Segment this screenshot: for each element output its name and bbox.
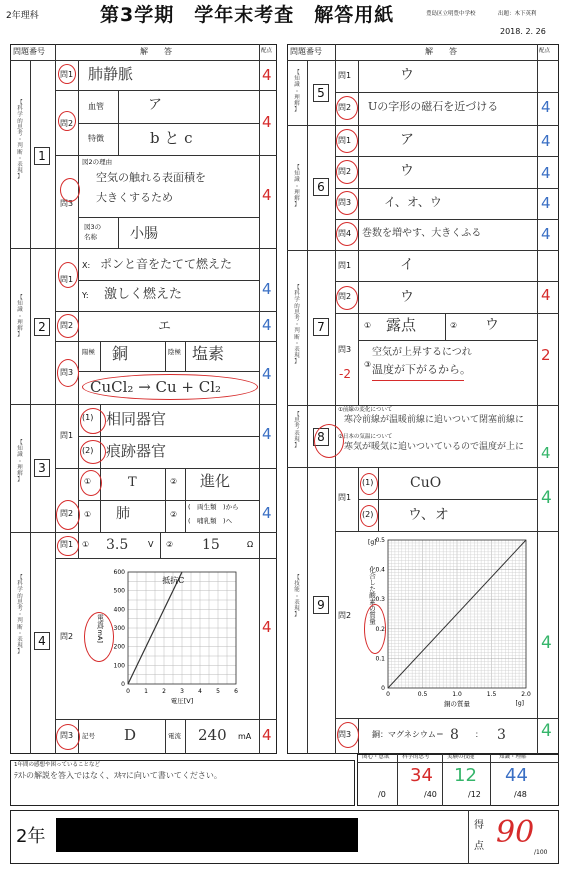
name-grade-prefix: 2年 xyxy=(16,826,46,847)
col-header-points: 配点 xyxy=(261,48,273,54)
category-knowledge-3: 【 知 識 ・ 理 解 】 xyxy=(17,440,23,484)
q3-answer-2-4a[interactable]: ( 両生類 )から xyxy=(188,503,239,511)
q3-m2: (2) xyxy=(82,446,94,455)
q1-label-3b: 図3の 名称 xyxy=(84,223,102,241)
col-header-no-right: 問題番号 xyxy=(290,47,322,56)
q7-c1: ① xyxy=(364,321,372,330)
q2-equation[interactable]: CuCl₂ → Cu + Cl₂ xyxy=(90,378,222,396)
y-tick-label: 0.1 xyxy=(375,655,385,663)
q8-note-2: ②日本の気温について xyxy=(338,434,393,440)
x-tick-label: 0 xyxy=(386,691,390,698)
x-axis-label: 電圧[V] xyxy=(170,697,194,705)
q2-answer-2[interactable]: エ xyxy=(158,319,172,334)
q4-unit-2: Ω xyxy=(247,540,254,549)
q2-cathode-label: 陰極 xyxy=(168,348,181,356)
q4-c1: ① xyxy=(82,540,90,549)
q6-points-1: 4 xyxy=(541,132,551,150)
q1-answer-3a-line2[interactable]: 大きくするため xyxy=(96,191,173,204)
q2-number: 2 xyxy=(34,318,50,336)
score-header-interest: 関心・意欲 xyxy=(362,754,390,760)
q7-answer-3-3a[interactable]: 空気が上昇するにつれ xyxy=(372,347,472,358)
q4-unit-3: mA xyxy=(238,732,252,741)
q2-points-2: 4 xyxy=(262,316,272,334)
q4-label-2: 問2 xyxy=(60,632,74,641)
q8-answer-2[interactable]: 寒気が暖気に追いついているので温度が上に xyxy=(344,442,525,452)
x-axis-unit: [g] xyxy=(515,700,524,707)
q7-points-2: 4 xyxy=(541,286,551,304)
q4-points-2: 4 xyxy=(262,618,272,636)
q3-answer-1-1[interactable]: 相同器官 xyxy=(106,410,167,428)
y-tick-label: 600 xyxy=(113,569,125,576)
q6-label-2: 問2 xyxy=(338,167,352,176)
q7-label-2: 問2 xyxy=(338,292,352,301)
q2-points-3: 4 xyxy=(262,365,272,383)
max-skill: /12 xyxy=(468,790,481,799)
q9-label-3: 問3 xyxy=(338,730,352,739)
q4-label-1: 問1 xyxy=(60,540,74,549)
q9-label-3a: 銅：マグネシウム＝ xyxy=(372,730,444,739)
q1-label-1: 問1 xyxy=(60,70,74,79)
y-tick-label: 400 xyxy=(113,606,125,614)
q3-points-1: 4 xyxy=(262,425,272,443)
page-title: 第3学期 学年末考査 解答用紙 xyxy=(100,4,395,26)
category-thinking-1: 【 科 学 的 思 考 ・ 判 断 ・ 表 現 】 xyxy=(17,100,23,181)
q6-answer-4[interactable]: 巻数を増やす、大きくふる xyxy=(362,228,482,239)
q1-answer-3b[interactable]: 小腸 xyxy=(130,226,158,242)
q1-number: 1 xyxy=(34,147,50,165)
q7-c3: ③ xyxy=(364,360,372,369)
col-header-no: 問題番号 xyxy=(13,47,45,56)
y-tick-label: 200 xyxy=(113,643,125,651)
y-tick-label: 0 xyxy=(381,685,385,692)
q6-label-1: 問1 xyxy=(338,136,352,145)
q3-c3: ① xyxy=(84,510,92,519)
feedback-label-2[interactable]: ﾃｽﾄの解説を答入ではなく、ｽｷﾏに向いて書いてください。 xyxy=(14,771,222,780)
total-score: 90 xyxy=(496,815,535,850)
q7-number: 7 xyxy=(313,318,329,336)
q7-label-1: 問1 xyxy=(338,261,352,270)
q6-label-3: 問3 xyxy=(338,198,352,207)
score-header-knowledge: 知識・理解 xyxy=(499,754,527,760)
q3-answer-2-1[interactable]: T xyxy=(128,475,137,490)
y-axis-label: 化合した酸素の質量 xyxy=(368,566,376,625)
y-axis-label: 電流[mA] xyxy=(96,614,104,643)
q7-answer-3-2[interactable]: ウ xyxy=(485,317,499,333)
q7-c2: ② xyxy=(450,321,458,330)
total-label-1: 得 xyxy=(474,820,484,831)
q7-score-note: -2 xyxy=(339,367,351,381)
q3-label-2: 問2 xyxy=(60,509,74,518)
q9-answer-3b[interactable]: 3 xyxy=(497,727,506,743)
x-tick-label: 4 xyxy=(198,688,202,695)
max-thinking: /40 xyxy=(424,790,437,799)
q3-c1: ① xyxy=(84,477,92,486)
q4-c2: ② xyxy=(166,540,174,549)
q4-answer-3a[interactable]: D xyxy=(124,726,137,744)
y-tick-label: 100 xyxy=(113,662,125,670)
category-thinking-7: 【 科 学 的 思 考 ・ 判 断 ・ 表 現 】 xyxy=(294,285,300,366)
q6-answer-2[interactable]: ウ xyxy=(400,163,414,179)
score-header-skill: 実験の技能 xyxy=(447,754,475,760)
q4-label-3: 問3 xyxy=(60,731,74,740)
q7-answer-2[interactable]: ウ xyxy=(400,289,414,305)
redacted-name xyxy=(56,818,358,852)
date: 2018. 2. 26 xyxy=(500,27,546,36)
q7-answer-3-1[interactable]: 露点 xyxy=(386,316,417,334)
q9-label-1: 問1 xyxy=(338,493,352,502)
q9-ratio-colon: ： xyxy=(475,730,483,739)
x-tick-label: 6 xyxy=(234,688,238,695)
q3-answer-2-3[interactable]: 肺 xyxy=(116,506,130,522)
q3-c2: ② xyxy=(170,477,178,486)
q5-number: 5 xyxy=(313,84,329,102)
q9-label-2: 問2 xyxy=(338,611,352,620)
q2-anode-answer[interactable]: 銅 xyxy=(112,344,129,363)
q4-current-label: 電流 xyxy=(168,732,181,740)
q7-answer-3-3b[interactable]: 温度が下がるから。 xyxy=(372,363,471,376)
school-name: 豊島区立明豊中学校 xyxy=(426,11,476,17)
y-tick-label: 0.2 xyxy=(375,625,385,633)
q2-label-3: 問3 xyxy=(60,368,74,377)
author: 出題：木下英利 xyxy=(498,11,537,17)
q8-answer-1[interactable]: 寒冷前線が温暖前線に追いついて閉塞前線に xyxy=(344,415,525,425)
q1-label-2b: 特徴 xyxy=(88,134,104,143)
feedback-label-1: 1年間の感想や困っていることなど xyxy=(14,762,101,768)
y-tick-label: 0.5 xyxy=(375,537,385,544)
col-header-points-right: 配点 xyxy=(539,48,551,54)
x-tick-label: 1.5 xyxy=(486,691,497,698)
x-tick-label: 0 xyxy=(126,688,130,695)
q9-number: 9 xyxy=(313,596,329,614)
x-tick-label: 2 xyxy=(162,688,166,695)
q9-answer-1-1[interactable]: CuO xyxy=(410,475,442,491)
q1-label-3a: 図2の理由 xyxy=(82,158,113,166)
q1-answer-3a-line1[interactable]: 空気の触れる表面積を xyxy=(96,171,206,184)
q4-answer-2[interactable]: 15 xyxy=(202,537,220,553)
q4-symbol-label: 記号 xyxy=(82,732,95,740)
max-knowledge: /48 xyxy=(514,790,527,799)
category-knowledge-2: 【 知 識 ・ 理 解 】 xyxy=(17,295,23,339)
q3-points-2: 4 xyxy=(262,504,272,522)
x-axis-label: 銅の質量 xyxy=(444,700,470,708)
q1-points-2: 4 xyxy=(262,113,272,131)
score-knowledge: 44 xyxy=(505,765,528,786)
q3-number: 3 xyxy=(34,459,50,477)
q1-answer-2b[interactable]: b と c xyxy=(150,129,193,147)
q5-label-1: 問1 xyxy=(338,71,352,80)
score-skill: 12 xyxy=(454,765,477,786)
q5-answer-1[interactable]: ウ xyxy=(400,67,414,83)
category-thinking-4: 【 科 学 的 思 考 ・ 判 断 ・ 表 現 】 xyxy=(17,575,23,656)
q6-answer-3[interactable]: イ、オ、ウ xyxy=(384,195,442,209)
q6-points-2: 4 xyxy=(541,164,551,182)
category-skill-9: 【 技 能 ・ 表 現 】 xyxy=(294,575,300,619)
x-tick-label: 2.0 xyxy=(521,691,531,698)
q3-answer-2-4b[interactable]: ( 哺乳類 )へ xyxy=(188,517,233,525)
q9-m2: (2) xyxy=(362,510,374,519)
q4-unit-1: V xyxy=(148,540,154,549)
q3-answer-1-2[interactable]: 痕跡器官 xyxy=(106,442,167,460)
q4-answer-3b[interactable]: 240 xyxy=(198,726,227,744)
q2-anode-label: 陽極 xyxy=(82,348,95,356)
q6-number: 6 xyxy=(313,178,329,196)
q7-answer-1[interactable]: イ xyxy=(400,257,414,273)
q6-answer-1[interactable]: ア xyxy=(400,132,414,148)
q8-note-1: ①前線の変化について xyxy=(338,407,393,413)
x-tick-label: 3 xyxy=(180,688,184,695)
q2-label-2: 問2 xyxy=(60,321,74,330)
col-header-answer: 解 答 xyxy=(140,47,172,56)
q2-label-1: 問1 xyxy=(60,275,74,284)
q9-points-1: 4 xyxy=(541,488,552,508)
q2-points-1: 4 xyxy=(262,280,272,298)
score-header-thinking: 科学的思考 xyxy=(402,754,430,760)
q1-label-2a: 血管 xyxy=(88,102,104,111)
q1-label-2: 問2 xyxy=(60,119,74,128)
y-tick-label: 0 xyxy=(121,681,125,688)
q3-m1: (1) xyxy=(82,413,94,422)
q1-points-3: 4 xyxy=(262,186,272,204)
x-tick-label: 5 xyxy=(216,688,220,695)
x-tick-label: 1 xyxy=(144,688,148,695)
q4-points-3: 4 xyxy=(262,726,272,744)
y-tick-label: 500 xyxy=(113,587,125,595)
grade-label: 2年理科 xyxy=(6,11,39,21)
q3-answer-2-2[interactable]: 進化 xyxy=(200,472,231,490)
q9-m1: (1) xyxy=(362,478,374,487)
q6-points-4: 4 xyxy=(541,225,551,243)
category-knowledge-6: 【 知 識 ・ 理 解 】 xyxy=(294,165,300,209)
q4-answer-1[interactable]: 3.5 xyxy=(106,537,129,553)
category-knowledge-5: 【 知 識 ・ 理 解 】 xyxy=(294,70,300,114)
q3-c4: ② xyxy=(170,510,178,519)
q5-label-2: 問2 xyxy=(338,103,352,112)
score-thinking: 34 xyxy=(410,765,433,786)
x-tick-label: 1.0 xyxy=(452,691,462,698)
total-label-2: 点 xyxy=(474,841,484,852)
q2-answer-y[interactable]: 激しく燃えた xyxy=(104,287,183,302)
q7-points-3: 2 xyxy=(541,346,551,364)
y-tick-label: 300 xyxy=(113,625,125,632)
total-max: /100 xyxy=(534,849,548,856)
handwritten-series-label: 抵抗C xyxy=(162,576,185,586)
q8-number: 8 xyxy=(313,428,329,446)
y-axis-unit: [g] xyxy=(368,539,377,546)
q1-answer-2a[interactable]: ア xyxy=(148,97,162,113)
q2-answer-x[interactable]: ポンと音をたてて燃えた xyxy=(100,257,233,271)
max-interest: /0 xyxy=(378,790,386,799)
q1-answer-1[interactable]: 肺静脈 xyxy=(88,65,134,83)
q4-number: 4 xyxy=(34,632,50,650)
y-tick-label: 0.3 xyxy=(375,596,385,604)
q9-answer-3a[interactable]: 8 xyxy=(450,727,459,743)
q5-points-2: 4 xyxy=(541,98,551,116)
q2-x-label: X: xyxy=(82,261,91,270)
q1-label-3: 問3 xyxy=(60,199,74,208)
q9-points-2: 4 xyxy=(541,633,552,653)
category-interest-8: 【 思 考 表 現 】 xyxy=(294,412,300,450)
q7-label-3: 問3 xyxy=(338,345,352,354)
q3-label-1: 問1 xyxy=(60,431,74,440)
q9-answer-1-2[interactable]: ウ、オ xyxy=(408,507,449,523)
q2-cathode-answer[interactable]: 塩素 xyxy=(192,344,225,363)
q5-answer-2[interactable]: Uの字形の磁石を近づける xyxy=(368,100,499,113)
q1-points-1: 4 xyxy=(262,66,272,84)
col-header-answer-right: 解 答 xyxy=(425,47,457,56)
q6-points-3: 4 xyxy=(541,194,551,212)
q2-y-label: Y: xyxy=(82,291,89,300)
x-tick-label: 0.5 xyxy=(417,691,428,698)
q9-points-3: 4 xyxy=(541,721,552,741)
q6-label-4: 問4 xyxy=(338,229,352,238)
q8-points: 4 xyxy=(541,444,551,462)
y-tick-label: 0.4 xyxy=(375,566,385,574)
